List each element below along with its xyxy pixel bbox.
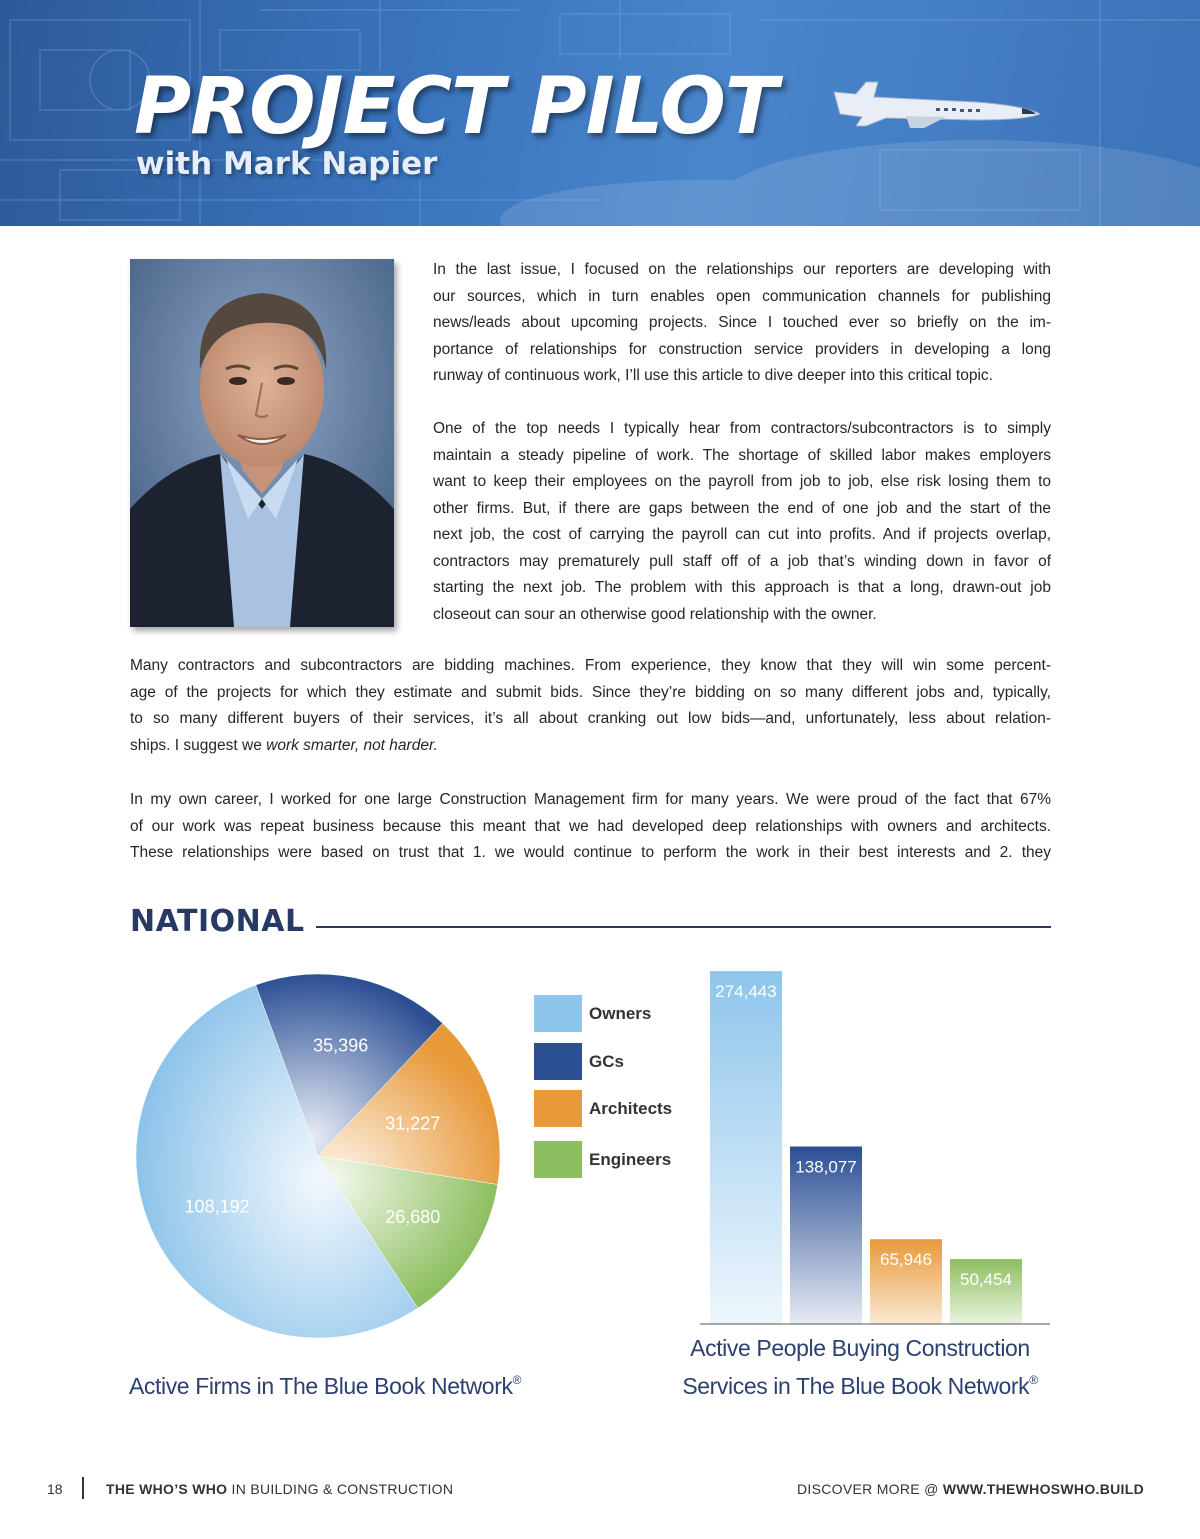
pie-label-owners: 108,192	[184, 1196, 250, 1217]
emphasis-text: work smarter, not harder.	[266, 736, 438, 754]
text-line: to so many different buyers of their services, it’s all about cranking out low bids—and, unfortunately, less about relation-	[130, 710, 1051, 727]
pie-label-architects: 31,227	[385, 1113, 441, 1134]
text-line: starting the next job. The problem with this approach is that a long, drawn-out job	[433, 579, 1051, 596]
text-line: In my own career, I worked for one large Construction Management firm for many years. We were proud of the fact that 67%	[130, 791, 1051, 808]
text-line: contractors may prematurely pull staff off of a job that’s winding down in favor of	[433, 552, 1051, 570]
text-line: In the last issue, I focused on the relationships our reporters are developing with	[433, 261, 1051, 278]
portrait-image	[130, 259, 394, 627]
publication-name-bold: THE WHO’S WHO	[106, 1481, 228, 1497]
text-line: our sources, which in turn enables open communication channels for publishing	[433, 287, 1051, 305]
text-line: next job, the cost of carrying the payroll can cut into profits. And if projects overlap,	[433, 526, 1051, 543]
jet-icon	[826, 70, 1046, 130]
pie-label-engineers: 26,680	[385, 1207, 441, 1228]
legend-label-architects: Architects	[589, 1099, 673, 1118]
bar-chart	[700, 960, 1050, 1330]
discover-prefix: DISCOVER MORE @	[797, 1481, 943, 1497]
discover-more	[797, 1481, 1144, 1497]
bar-caption-line-2: Services in The Blue Book Network	[682, 1373, 1030, 1399]
registered-mark: ®	[512, 1373, 522, 1387]
text-line: maintain a steady pipeline of work. The shortage of skilled labor makes employers	[433, 446, 1051, 464]
legend-label-engineers: Engineers	[589, 1150, 672, 1169]
text-line: news/leads about upcoming projects. Since I touched ever so briefly on the im-	[433, 314, 1051, 331]
section-divider	[316, 926, 1051, 928]
bar-label-owners: 274,443	[715, 982, 777, 1002]
text-segment: ships. I suggest we	[130, 736, 267, 754]
pie-caption-text: Active Firms in The Blue Book Network	[128, 1373, 513, 1399]
bar-engineers	[950, 1259, 1022, 1324]
bar-caption-line-1: Active People Buying Construction	[690, 1335, 1030, 1361]
publication-name-rest: IN BUILDING & CONSTRUCTION	[227, 1481, 454, 1497]
legend-swatch-engineers	[534, 1141, 582, 1178]
text-line: Many contractors and subcontractors are bidding machines. From experience, they know that they will win some percent-	[130, 657, 1051, 674]
text-line: portance of relationships for construction service providers in developing a long	[433, 340, 1051, 358]
bar-label-engineers: 50,454	[960, 1270, 1012, 1290]
bar-owners	[710, 971, 782, 1324]
article-paragraph-2	[433, 416, 1051, 628]
footer-divider	[82, 1477, 84, 1499]
article-paragraph-3	[130, 653, 1051, 759]
publication-name	[106, 1481, 453, 1497]
text-line: want to keep their employees on the payroll from job to job, else risk losing them to	[433, 473, 1051, 490]
page-number: 18	[47, 1481, 63, 1497]
text-line	[130, 733, 1051, 760]
text-line: age of the projects for which they estimate and submit bids. Since they’re bidding on so many different jobs and, typically,	[130, 683, 1051, 701]
section-title: NATIONAL	[130, 904, 305, 939]
pie-chart-caption	[120, 1364, 530, 1402]
author-photo	[130, 259, 394, 627]
text-line: These relationships were based on trust that 1. we would continue to perform the work in their best interests and 2. they	[130, 844, 1051, 861]
banner-subtitle: with Mark Napier	[136, 146, 438, 182]
registered-mark: ®	[1029, 1373, 1038, 1387]
article-paragraph-4	[130, 787, 1051, 867]
article-paragraph-1	[433, 257, 1051, 390]
text-line: closeout can sour an otherwise good relationship with the owner.	[433, 605, 877, 623]
text-line: runway of continuous work, I’ll use this article to dive deeper into this critical topic.	[433, 367, 993, 384]
legend-swatch-architects	[534, 1090, 582, 1127]
legend-label-gcs: GCs	[589, 1052, 624, 1071]
bar-label-architects: 65,946	[880, 1250, 932, 1270]
legend-label-owners: Owners	[589, 1004, 652, 1023]
legend-swatch-owners	[534, 995, 582, 1032]
pie-label-gcs: 35,396	[313, 1035, 369, 1056]
text-line: One of the top needs I typically hear from contractors/subcontractors is to simply	[433, 420, 1051, 437]
bar-chart-caption	[660, 1332, 1060, 1402]
legend-swatch-gcs	[534, 1043, 582, 1080]
bar-label-gcs: 138,077	[795, 1157, 857, 1177]
text-line: other firms. But, if there are gaps between the end of one job and the start of the	[433, 499, 1051, 517]
website-link[interactable]: WWW.THEWHOSWHO.BUILD	[942, 1481, 1144, 1497]
pie-chart	[128, 970, 508, 1350]
banner-title: PROJECT PILOT	[134, 62, 778, 152]
text-line: of our work was repeat business because this meant that we had developed deep relationships with owners and architects.	[130, 817, 1051, 835]
header-banner	[0, 0, 1200, 226]
